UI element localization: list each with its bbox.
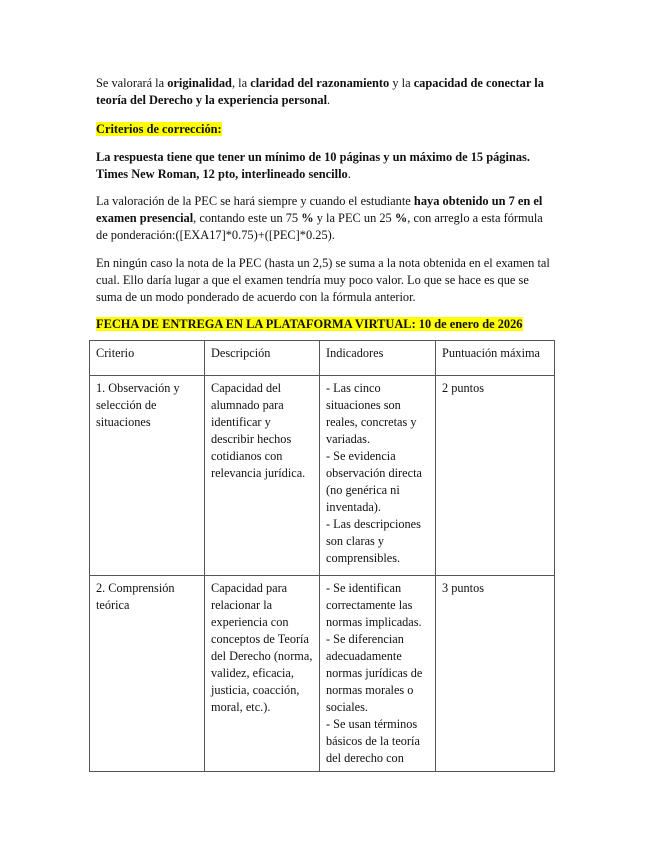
- intro-text-2: , la: [231, 76, 251, 90]
- row1-indicator-3: - Las descripciones son claras y comprensibles.: [326, 517, 421, 565]
- weighting-text-1: La valoración de la PEC se hará siempre y cuando el estudiante: [96, 194, 414, 208]
- row2-indicator-3: - Se usan términos básicos de la teoría del derecho con: [326, 717, 420, 765]
- row1-criterio: 1. Observación y selección de situaciones: [90, 376, 205, 576]
- row1-indicator-2: - Se evidencia observación directa (no genérica ni inventada).: [326, 449, 422, 514]
- weighting-paragraph: [96, 193, 556, 244]
- row2-descripcion: Capacidad para relacionar la experiencia con conceptos de Teoría del Derecho (norma, validez, eficacia, justicia, coacción, moral, etc.).: [205, 576, 320, 772]
- row1-indicator-1: - Las cinco situaciones son reales, concretas y variadas.: [326, 381, 417, 446]
- row1-puntuacion: 2 puntos: [436, 376, 555, 576]
- rubric-row-2: [90, 576, 555, 772]
- rubric-header-row: [90, 341, 555, 376]
- row2-indicator-1: - Se identifican correctamente las normas implicadas.: [326, 581, 422, 629]
- intro-bold-originalidad: originalidad: [167, 76, 232, 90]
- rubric-row-1: [90, 376, 555, 576]
- length-requirement-bold: La respuesta tiene que tener un mínimo de 10 páginas y un máximo de 15 páginas. Times New Roman, 12 pto, interlineado sencillo: [96, 150, 530, 181]
- deadline-paragraph: [96, 316, 556, 333]
- no-sum-paragraph: En ningún caso la nota de la PEC (hasta un 2,5) se suma a la nota obtenida en el examen tal cual. Ello daría lugar a que el examen tendría muy poco valor. Lo que se hace es que se suma de un modo ponderado de acuerdo con la fórmula anterior.: [96, 256, 550, 304]
- weighting-bold-pct-2: %: [394, 211, 408, 225]
- criteria-heading-paragraph: [96, 121, 556, 138]
- row2-puntuacion: 3 puntos: [436, 576, 555, 772]
- intro-text-4: .: [327, 93, 331, 107]
- weighting-bold-pct-1: %: [301, 211, 314, 225]
- deadline-highlight: FECHA DE ENTREGA EN LA PLATAFORMA VIRTUAL: 10 de enero de 2026: [96, 317, 523, 331]
- weighting-text-4: , con arreglo a esta fórmula de ponderación:([EXA17]*0.75)+([PEC]*0.25).: [96, 211, 543, 242]
- weighting-bold-exam: haya obtenido un 7 en el examen presencial: [96, 194, 543, 225]
- intro-bold-capacidad: capacidad de conectar la teoría del Derecho y la experiencia personal: [96, 76, 544, 107]
- header-criterio: Criterio: [90, 341, 205, 376]
- row1-descripcion: Capacidad del alumnado para identificar y describir hechos cotidianos con relevancia jurídica.: [205, 376, 320, 576]
- intro-bold-claridad: claridad del razonamiento: [250, 76, 390, 90]
- intro-text-1: Se valorará la: [96, 76, 168, 90]
- row2-indicator-2: - Se diferencian adecuadamente normas jurídicas de normas morales o sociales.: [326, 632, 423, 714]
- weighting-text-2: , contando este un 75: [193, 211, 302, 225]
- row2-criterio: 2. Comprensión teórica: [90, 576, 205, 772]
- criteria-heading: Criterios de corrección:: [96, 122, 222, 136]
- intro-paragraph: [96, 75, 556, 109]
- header-indicadores: Indicadores: [320, 341, 436, 376]
- row1-indicadores: [320, 376, 436, 576]
- rubric-table: [89, 340, 555, 772]
- header-descripcion: Descripción: [205, 341, 320, 376]
- length-requirement-paragraph: [96, 149, 556, 183]
- header-puntuacion: Puntuación máxima: [436, 341, 555, 376]
- weighting-text-3: y la PEC un 25: [313, 211, 395, 225]
- length-requirement-end: .: [347, 167, 351, 181]
- row2-indicadores: [320, 576, 436, 772]
- intro-text-3: y la: [389, 76, 414, 90]
